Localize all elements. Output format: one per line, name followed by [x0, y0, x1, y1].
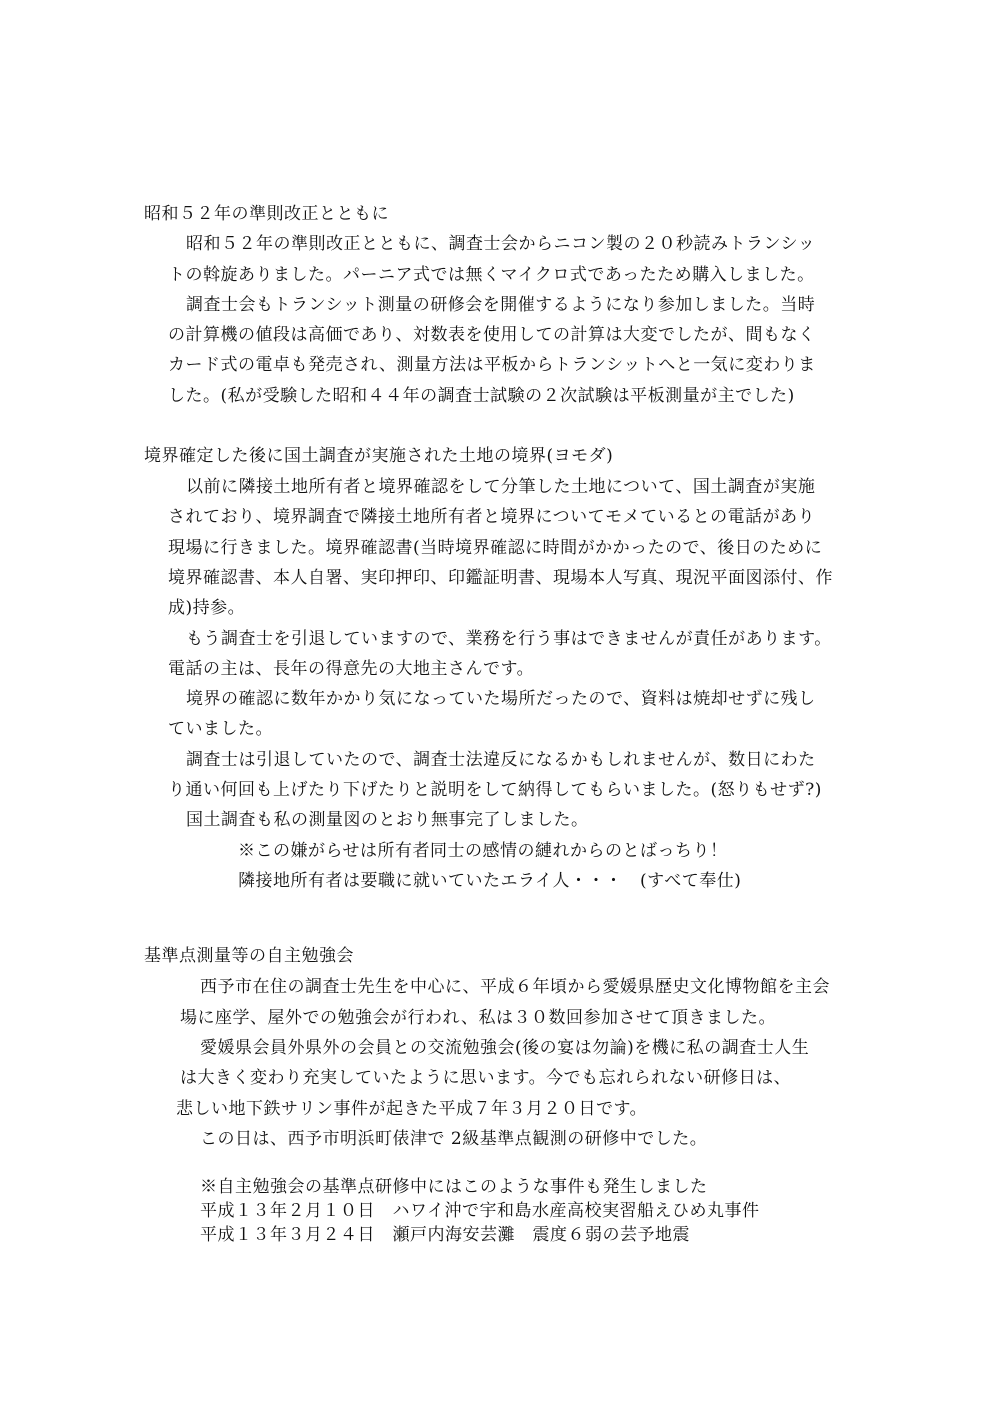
note-line: ※この嫌がらせは所有者同士の感情の縺れからのとばっちり！ — [238, 841, 728, 861]
paragraph-line: 成)持参。 — [168, 598, 246, 618]
paragraph-line: 調査士は引退していたので、調査士法違反になるかもしれませんが、数日にわた — [186, 750, 816, 770]
paragraph-line: 愛媛県会員外県外の会員との交流勉強会(後の宴は勿論)を機に私の調査士人生 — [200, 1038, 810, 1058]
paragraph-line: り通い何回も上げたり下げたりと説明をして納得してもらいました。(怒りもせず?) — [168, 780, 822, 800]
paragraph-line: 西予市在住の調査士先生を中心に、平成６年頃から愛媛県歴史文化博物館を主会 — [200, 977, 830, 997]
incident-line: 平成１３年３月２４日 瀬戸内海安芸灘 震度６弱の芸予地震 — [200, 1225, 690, 1245]
paragraph-line: この日は、西予市明浜町俵津で 2級基準点観測の研修中でした。 — [200, 1129, 708, 1149]
paragraph-line: もう調査士を引退していますので、業務を行う事はできませんが責任があります。 — [186, 629, 832, 649]
section-heading: 境界確定した後に国土調査が実施された土地の境界(ヨモダ) — [144, 446, 614, 466]
paragraph-line: ていました。 — [168, 719, 273, 739]
paragraph-line: は大きく変わり充実していたように思います。今でも忘れられない研修日は、 — [180, 1068, 792, 1088]
note-line: 隣接地所有者は要職に就いていたエライ人・・・ (すべて奉仕) — [238, 871, 742, 891]
paragraph-line: 以前に隣接土地所有者と境界確認をして分筆した土地について、国土調査が実施 — [186, 477, 816, 497]
paragraph-line: 昭和５２年の準則改正とともに、調査士会からニコン製の２０秒読みトランシッ — [186, 234, 816, 254]
paragraph-line: 境界の確認に数年かかり気になっていた場所だったので、資料は焼却せずに残し — [186, 689, 816, 709]
paragraph-line: 境界確認書、本人自署、実印押印、印鑑証明書、現場本人写真、現況平面図添付、作 — [168, 568, 833, 588]
note-line: ※自主勉強会の基準点研修中にはこのような事件も発生しました — [200, 1177, 708, 1197]
paragraph-line: トの斡旋ありました。パーニア式では無くマイクロ式であったため購入しました。 — [168, 265, 815, 285]
paragraph-line: 調査士会もトランシット測量の研修会を開催するようになり参加しました。当時 — [186, 295, 816, 315]
paragraph-line: した。(私が受験した昭和４４年の調査士試験の２次試験は平板測量が主でした) — [168, 386, 795, 406]
paragraph-line: 悲しい地下鉄サリン事件が起きた平成７年３月２０日です。 — [176, 1099, 648, 1119]
incident-line: 平成１３年２月１０日 ハワイ沖で宇和島水産高校実習船えひめ丸事件 — [200, 1201, 760, 1221]
section-heading: 昭和５２年の準則改正とともに — [144, 204, 389, 224]
paragraph-line: 場に座学、屋外での勉強会が行われ、私は３０数回参加させて頂きました。 — [180, 1008, 777, 1028]
paragraph-line: の計算機の値段は高価であり、対数表を使用しての計算は大変でしたが、間もなく — [168, 325, 816, 345]
paragraph-line: 電話の主は、長年の得意先の大地主さんです。 — [168, 659, 535, 679]
section-heading: 基準点測量等の自主勉強会 — [144, 946, 354, 966]
paragraph-line: カード式の電卓も発売され、測量方法は平板からトランシットへと一気に変わりま — [168, 355, 816, 375]
paragraph-line: 国土調査も私の測量図のとおり無事完了しました。 — [186, 810, 589, 830]
paragraph-line: されており、境界調査で隣接土地所有者と境界についてモメているとの電話があり — [168, 507, 816, 527]
paragraph-line: 現場に行きました。境界確認書(当時境界確認に時間がかかったので、後日のために — [168, 538, 823, 558]
